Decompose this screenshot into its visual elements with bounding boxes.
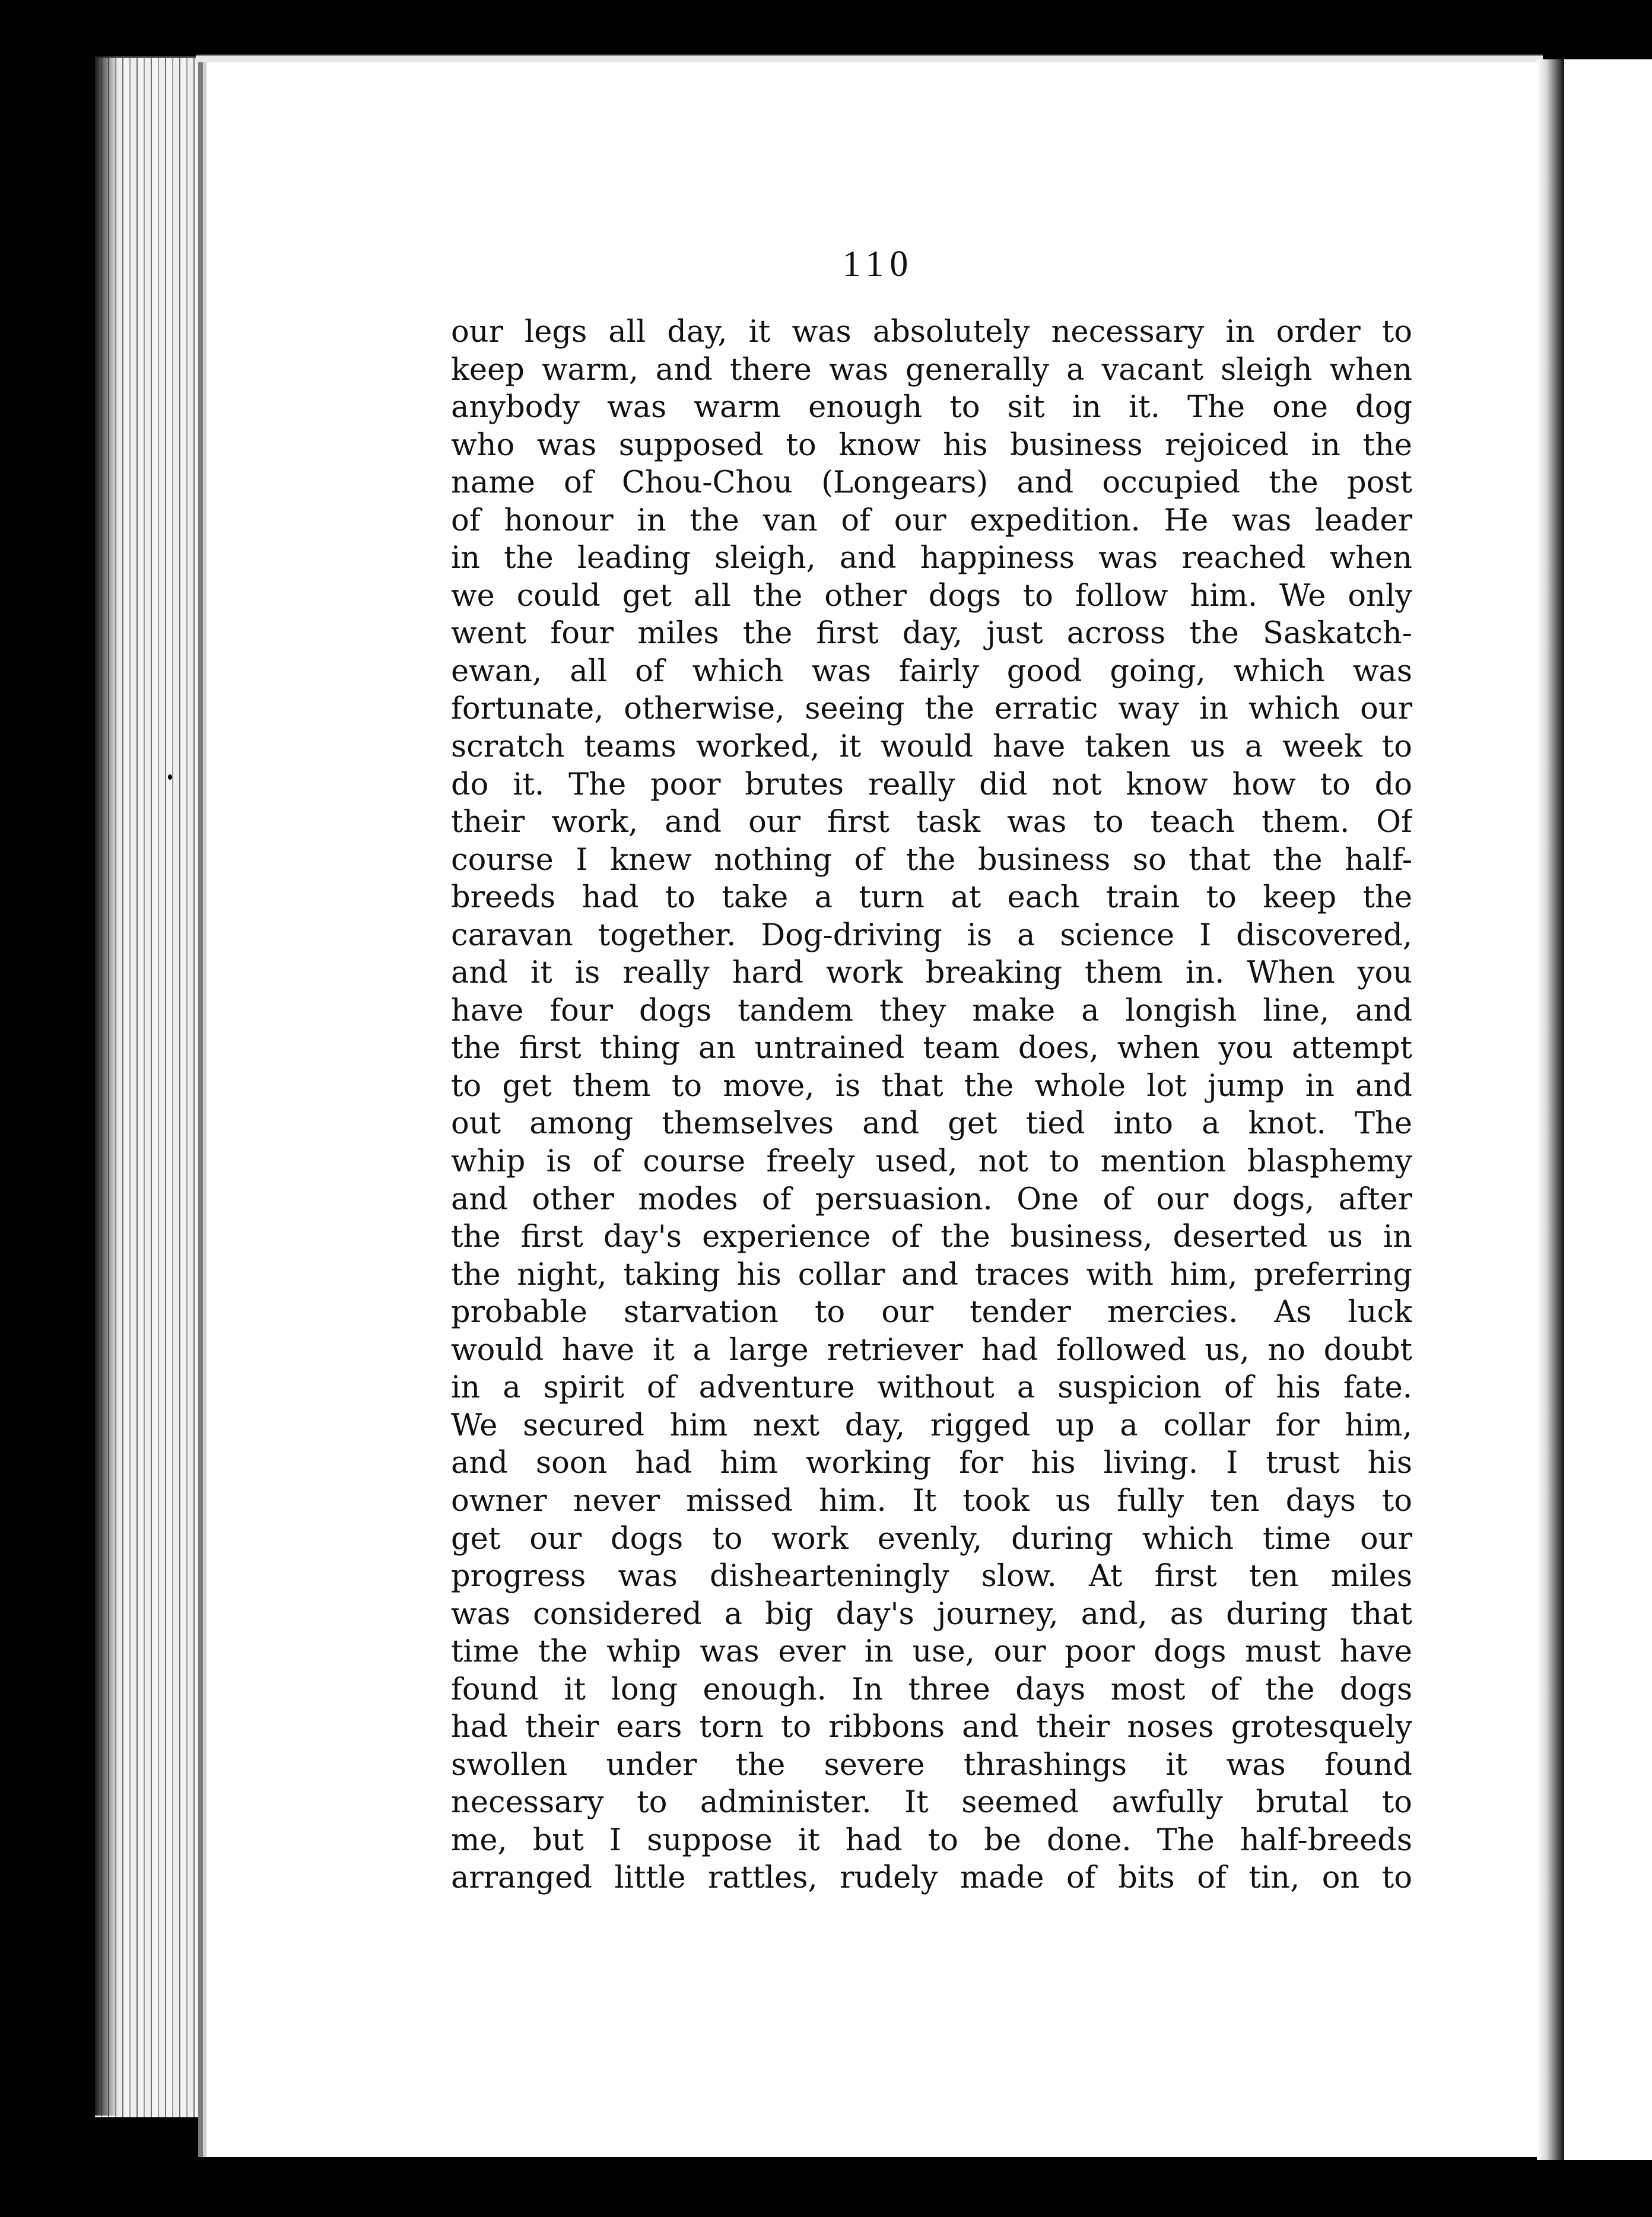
text-line: course I knew nothing of the business so that the half- [451, 842, 1412, 878]
text-line: ewan, all of which was fairly good going, which was [451, 653, 1412, 689]
scan-speck [168, 774, 172, 780]
text-line: would have it a large retriever had followed us, no doubt [451, 1332, 1412, 1368]
text-line: our legs all day, it was absolutely necessary in order to [451, 315, 1412, 350]
text-line: We secured him next day, rigged up a collar for him, [451, 1408, 1412, 1443]
facing-page [1564, 59, 1652, 2160]
text-line: progress was dishearteningly slow. At first ten miles [451, 1559, 1412, 1595]
text-line: to get them to move, is that the whole lot jump in and [451, 1068, 1412, 1104]
book-gutter [1537, 59, 1564, 2160]
text-line: necessary to administer. It seemed awfully brutal to [451, 1785, 1412, 1821]
text-line: the night, taking his collar and traces with him, preferring [451, 1257, 1412, 1292]
text-line: do it. The poor brutes really did not know how to do [451, 767, 1412, 802]
text-line: and it is really hard work breaking them in. When you [451, 955, 1412, 991]
text-line: probable starvation to our tender mercies. As luck [451, 1295, 1412, 1330]
text-line: breeds had to take a turn at each train to keep the [451, 880, 1412, 916]
text-line: and other modes of persuasion. One of our dogs, after [451, 1181, 1412, 1217]
text-line: was considered a big day's journey, and, as during that [451, 1596, 1412, 1632]
text-line: who was supposed to know his business rejoiced in the [451, 427, 1412, 463]
text-line: caravan together. Dog-driving is a science I discovered, [451, 917, 1412, 953]
text-line: arranged little rattles, rudely made of bits of tin, on to [451, 1860, 1412, 1896]
text-line: have four dogs tandem they make a longish line, and [451, 993, 1412, 1028]
text-line: fortunate, otherwise, seeing the erratic way in which our [451, 691, 1412, 727]
text-line: keep warm, and there was generally a vacant sleigh when [451, 352, 1412, 388]
text-line: found it long enough. In three days most of the dogs [451, 1672, 1412, 1707]
text-line: the first day's experience of the business, deserted us in [451, 1219, 1412, 1255]
text-line: out among themselves and get tied into a knot. The [451, 1106, 1412, 1142]
text-line: get our dogs to work evenly, during which time our [451, 1521, 1412, 1557]
text-line: name of Chou-Chou (Longears) and occupied the post [451, 465, 1412, 501]
text-line: in a spirit of adventure without a suspicion of his fate. [451, 1370, 1412, 1406]
text-line: time the whip was ever in use, our poor dogs must have [451, 1634, 1412, 1670]
text-line: the first thing an untrained team does, when you attempt [451, 1031, 1412, 1066]
scan-speck [567, 33, 571, 37]
text-line: we could get all the other dogs to follow him. We only [451, 578, 1412, 614]
text-line: anybody was warm enough to sit in it. The one dog [451, 390, 1412, 425]
text-line: in the leading sleigh, and happiness was reached when [451, 541, 1412, 576]
text-line: whip is of course freely used, not to mention blasphemy [451, 1144, 1412, 1180]
page-edges-shadow [95, 56, 119, 2116]
text-line: scratch teams worked, it would have taken us a week to [451, 729, 1412, 765]
text-line: swollen under the severe thrashings it was found [451, 1747, 1412, 1783]
text-line: their work, and our first task was to teach them. Of [451, 805, 1412, 840]
scan-speck [5, 1424, 8, 1441]
text-line: of honour in the van of our expedition. He was leader [451, 503, 1412, 538]
body-text [451, 313, 1412, 1897]
text-line: owner never missed him. It took us fully ten days to [451, 1483, 1412, 1519]
text-line: went four miles the first day, just across the Saskatch- [451, 616, 1412, 652]
text-line: had their ears torn to ribbons and their noses grotesquely [451, 1710, 1412, 1745]
text-line: me, but I suppose it had to be done. The half-breeds [451, 1822, 1412, 1858]
page-number: 110 [842, 244, 914, 284]
text-line: and soon had him working for his living. I trust his [451, 1446, 1412, 1481]
